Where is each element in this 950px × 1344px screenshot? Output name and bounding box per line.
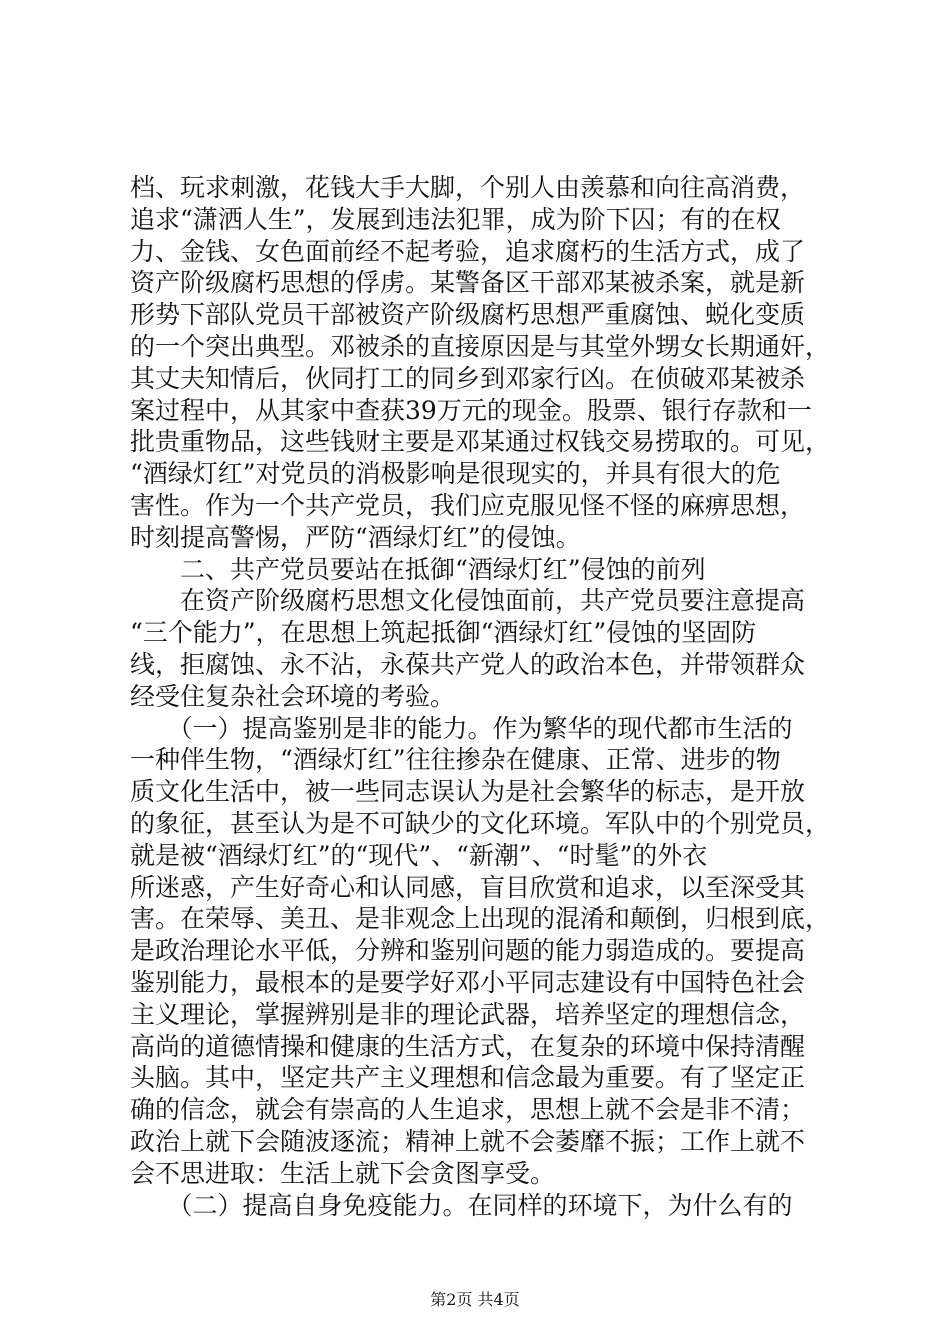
text-line: 害性。作为一个共产党员，我们应克服见怪不怪的麻痹思想，: [130, 490, 806, 520]
text-line: 政治上就下会随波逐流；精神上就不会萎靡不振；工作上就不: [130, 1126, 806, 1156]
text-line: （一）提高鉴别是非的能力。作为繁华的现代都市生活的: [130, 713, 793, 743]
text-line: 鉴别能力，最根本的是要学好邓小平同志建设有中国特色社会: [130, 967, 806, 997]
text-line: 就是被“酒绿灯红”的“现代”、“新潮”、“时髦”的外衣: [130, 840, 708, 870]
text-line: （二）提高自身免疫能力。在同样的环境下，为什么有的: [130, 1190, 793, 1220]
text-line: 主义理论，掌握辨别是非的理论武器，培养坚定的理想信念，: [130, 999, 806, 1029]
text-line: 害。在荣辱、美丑、是非观念上出现的混淆和颠倒，归根到底，: [130, 904, 831, 934]
text-line: 的象征，甚至认为是不可缺少的文化环境。军队中的个别党员，: [130, 808, 831, 838]
text-line: 资产阶级腐朽思想的俘虏。某警备区干部邓某被杀案，就是新: [130, 268, 806, 298]
text-line: 档、玩求刺激，花钱大手大脚，个别人由羡慕和向往高消费，: [130, 173, 806, 202]
text-line: 的一个突出典型。邓被杀的直接原因是与其堂外甥女长期通奸，: [130, 331, 831, 361]
text-line: 批贵重物品，这些钱财主要是邓某通过权钱交易捞取的。可见，: [130, 427, 831, 457]
text-line: 线，拒腐蚀、永不沾，永葆共产党人的政治本色，并带领群众: [130, 649, 806, 679]
text-line: 会不思进取：生活上就下会贪图享受。: [130, 1158, 556, 1188]
text-line: 时刻提高警惕，严防“酒绿灯红”的侵蚀。: [130, 522, 581, 552]
text-line: 案过程中，从其家中查获39万元的现金。股票、银行存款和一: [130, 395, 812, 425]
text-line: 质文化生活中，被一些同志误认为是社会繁华的标志，是开放: [130, 777, 806, 807]
text-line: 经受住复杂社会环境的考验。: [130, 681, 456, 711]
text-line: 其丈夫知情后，伙同打工的同乡到邓家行凶。在侦破邓某被杀: [130, 363, 806, 393]
text-line: “酒绿灯红”对党员的消极影响是很现实的，并具有很大的危: [130, 459, 781, 489]
text-line: “三个能力”，在思想上筑起抵御“酒绿灯红”侵蚀的坚固防: [130, 618, 757, 648]
text-line: 所迷惑，产生好奇心和认同感，盲目欣赏和追求，以至深受其: [130, 872, 806, 902]
page-number-footer: 第2页 共4页: [430, 1290, 520, 1309]
section-heading: 二、共产党员要站在抵御“酒绿灯红”侵蚀的前列: [130, 554, 706, 584]
body-text: [130, 172, 830, 1221]
text-line: 高尚的道德情操和健康的生活方式，在复杂的环境中保持清醒: [130, 1031, 806, 1061]
text-line: 一种伴生物，“酒绿灯红”往往掺杂在健康、正常、进步的物: [130, 745, 781, 775]
text-line: 在资产阶级腐朽思想文化侵蚀面前，共产党员要注意提高: [130, 586, 806, 616]
text-line: 头脑。其中，坚定共产主义理想和信念最为重要。有了坚定正: [130, 1063, 806, 1093]
text-line: 形势下部队党员干部被资产阶级腐朽思想严重腐蚀、蜕化变质: [130, 300, 806, 330]
text-line: 是政治理论水平低，分辨和鉴别问题的能力弱造成的。要提高: [130, 936, 806, 966]
text-line: 力、金钱、女色面前经不起考验，追求腐朽的生活方式，成了: [130, 236, 806, 266]
text-line: 追求“潇洒人生”，发展到违法犯罪，成为阶下囚；有的在权: [130, 204, 781, 234]
text-line: 确的信念，就会有崇高的人生追求，思想上就不会是非不清；: [130, 1095, 806, 1125]
